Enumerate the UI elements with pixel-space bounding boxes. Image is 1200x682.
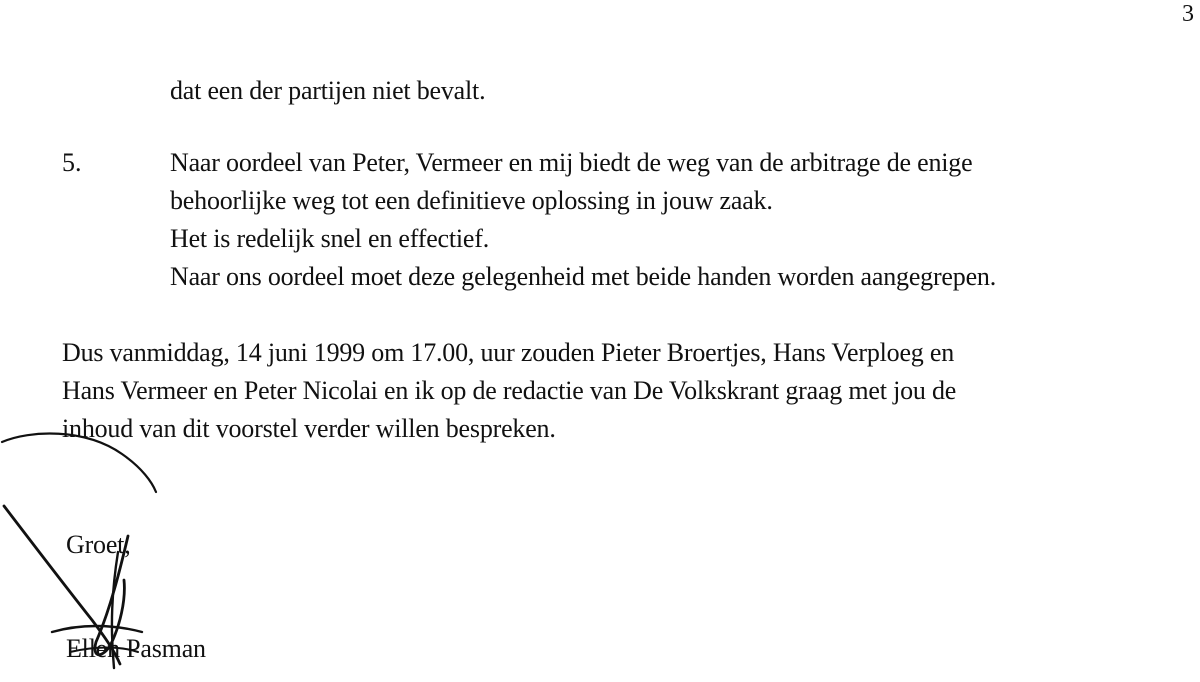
item-line-4: Naar ons oordeel moet deze gelegenheid met beide handen worden aangegrepen. [170,262,997,291]
signer-name: Ellen Pasman [66,634,206,663]
paragraph-line-3: inhoud van dit voorstel verder willen bespreken. [62,414,556,443]
paragraph-line-1: Dus vanmiddag, 14 juni 1999 om 17.00, uur zouden Pieter Broertjes, Hans Verploeg en [62,338,955,367]
paragraph-line-2: Hans Vermeer en Peter Nicolai en ik op de redactie van De Volkskrant graag met jou de [62,376,957,405]
closing-greeting: Groet, [66,530,131,559]
item-line-3: Het is redelijk snel en effectief. [170,224,490,253]
continuation-line: dat een der partijen niet bevalt. [170,76,486,105]
item-line-2: behoorlijke weg tot een definitieve oplossing in jouw zaak. [170,186,773,215]
page-number: 3 [1182,1,1194,27]
item-number: 5. [62,148,82,177]
item-line-1: Naar oordeel van Peter, Vermeer en mij biedt de weg van de arbitrage de enige [170,148,973,177]
signature-stroke [52,626,142,632]
